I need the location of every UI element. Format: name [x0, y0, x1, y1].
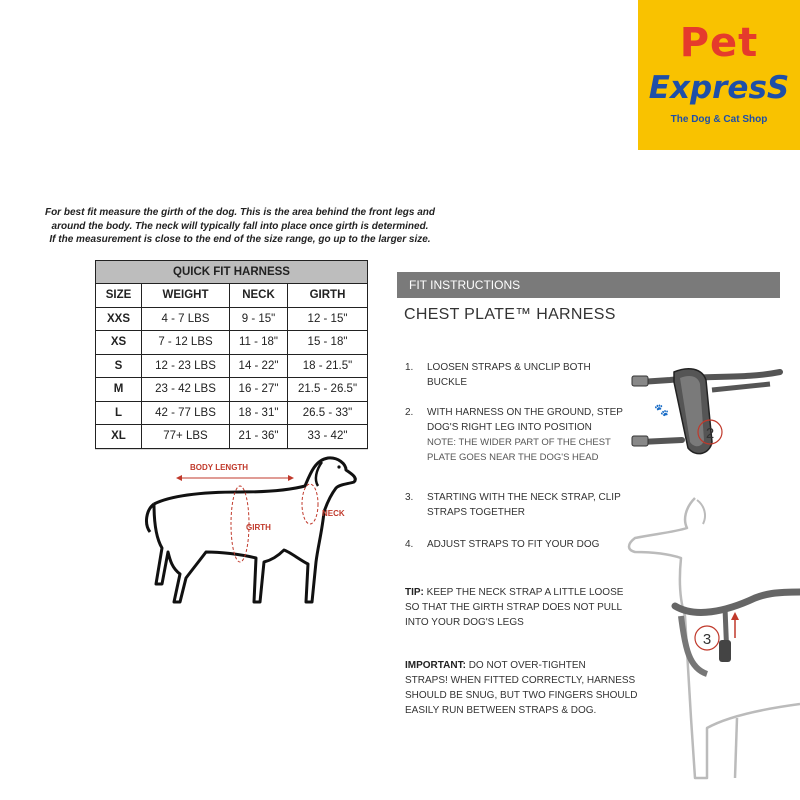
step-line: STARTING WITH THE NECK STRAP, CLIP [427, 492, 621, 503]
paw-print-icon: 🐾 [654, 403, 669, 417]
tip-block [405, 585, 645, 630]
weight-cell: 77+ LBS [142, 425, 230, 449]
fit-title: CHEST PLATE™ HARNESS [404, 306, 616, 323]
step-note: NOTE: THE WIDER PART OF THE CHEST [427, 437, 611, 448]
tip-label: TIP: [405, 587, 424, 598]
girth-cell: 15 - 18" [288, 331, 368, 355]
intro-line: If the measurement is close to the end of the size range, go up to the larger size. [49, 234, 431, 245]
step-2-badge-number: 2 [705, 425, 715, 442]
important-block [405, 658, 645, 718]
fit-intro-text [20, 206, 460, 247]
col-header-neck: NECK [230, 284, 288, 308]
step-1 [405, 360, 591, 390]
size-chart [95, 260, 368, 450]
table-header-row [96, 284, 368, 308]
important-line: DO NOT OVER-TIGHTEN [468, 660, 586, 671]
step-number: 1. [405, 362, 414, 373]
important-line: STRAPS! WHEN FITTED CORRECTLY, HARNESS [405, 675, 636, 686]
neck-cell: 16 - 27" [230, 378, 288, 402]
size-cell: XL [96, 425, 142, 449]
step-line: STRAPS TOGETHER [427, 507, 525, 518]
neck-cell: 18 - 31" [230, 401, 288, 425]
step-line: LOOSEN STRAPS & UNCLIP BOTH [427, 362, 591, 373]
weight-cell: 4 - 7 LBS [142, 307, 230, 331]
tip-line: SO THAT THE GIRTH STRAP DOES NOT PULL [405, 602, 623, 613]
step-note: PLATE GOES NEAR THE DOG'S HEAD [427, 452, 599, 463]
fit-instructions-header: FIT INSTRUCTIONS [397, 272, 780, 298]
step-line: DOG'S RIGHT LEG INTO POSITION [427, 422, 592, 433]
col-header-girth: GIRTH [288, 284, 368, 308]
step-2 [405, 405, 623, 465]
important-line: SHOULD BE SNUG, BUT TWO FINGERS SHOULD [405, 690, 638, 701]
col-header-size: SIZE [96, 284, 142, 308]
girth-cell: 12 - 15" [288, 307, 368, 331]
logo-line-2: ExpresS [648, 70, 790, 106]
step-3 [405, 490, 621, 520]
weight-cell: 12 - 23 LBS [142, 354, 230, 378]
step-number: 2. [405, 407, 414, 418]
tip-line: INTO YOUR DOG'S LEGS [405, 617, 524, 628]
important-label: IMPORTANT: [405, 660, 466, 671]
table-row [96, 307, 368, 331]
logo-tagline: The Dog & Cat Shop [670, 114, 768, 125]
table-row [96, 401, 368, 425]
step-line: WITH HARNESS ON THE GROUND, STEP [427, 407, 623, 418]
table-row [96, 378, 368, 402]
girth-label: GIRTH [246, 523, 271, 532]
dog-measurement-diagram [140, 452, 370, 612]
step-3-badge-number: 3 [702, 631, 712, 648]
weight-cell: 23 - 42 LBS [142, 378, 230, 402]
weight-cell: 7 - 12 LBS [142, 331, 230, 355]
girth-cell: 18 - 21.5" [288, 354, 368, 378]
pet-express-logo [638, 0, 800, 150]
tip-line: KEEP THE NECK STRAP A LITTLE LOOSE [426, 587, 624, 598]
step-number: 4. [405, 539, 414, 550]
size-cell: XS [96, 331, 142, 355]
size-cell: L [96, 401, 142, 425]
table-row [96, 354, 368, 378]
step-line: ADJUST STRAPS TO FIT YOUR DOG [427, 539, 600, 550]
girth-cell: 33 - 42" [288, 425, 368, 449]
step-4 [405, 537, 599, 552]
neck-cell: 14 - 22" [230, 354, 288, 378]
neck-loop [302, 484, 318, 524]
neck-cell: 9 - 15" [230, 307, 288, 331]
size-cell: XXS [96, 307, 142, 331]
intro-line: For best fit measure the girth of the dog. This is the area behind the front legs and [44, 207, 436, 218]
body-length-label: BODY LENGTH [190, 463, 249, 472]
dog-with-harness-illustration [615, 488, 800, 788]
important-line: EASILY RUN BETWEEN STRAPS & DOG. [405, 705, 597, 716]
step-line: BUCKLE [427, 377, 468, 388]
size-table [95, 260, 368, 449]
size-cell: S [96, 354, 142, 378]
table-row [96, 425, 368, 449]
weight-cell: 42 - 77 LBS [142, 401, 230, 425]
table-caption: QUICK FIT HARNESS [96, 261, 368, 284]
harness-illustration [630, 362, 790, 472]
neck-cell: 21 - 36" [230, 425, 288, 449]
col-header-weight: WEIGHT [142, 284, 230, 308]
table-row [96, 331, 368, 355]
step-number: 3. [405, 492, 414, 503]
neck-label: NECK [322, 509, 345, 518]
girth-cell: 21.5 - 26.5" [288, 378, 368, 402]
size-cell: M [96, 378, 142, 402]
logo-line-1: Pet [679, 20, 759, 66]
girth-cell: 26.5 - 33" [288, 401, 368, 425]
neck-cell: 11 - 18" [230, 331, 288, 355]
intro-line: around the body. The neck will typically fall into place once girth is determined. [51, 220, 429, 232]
